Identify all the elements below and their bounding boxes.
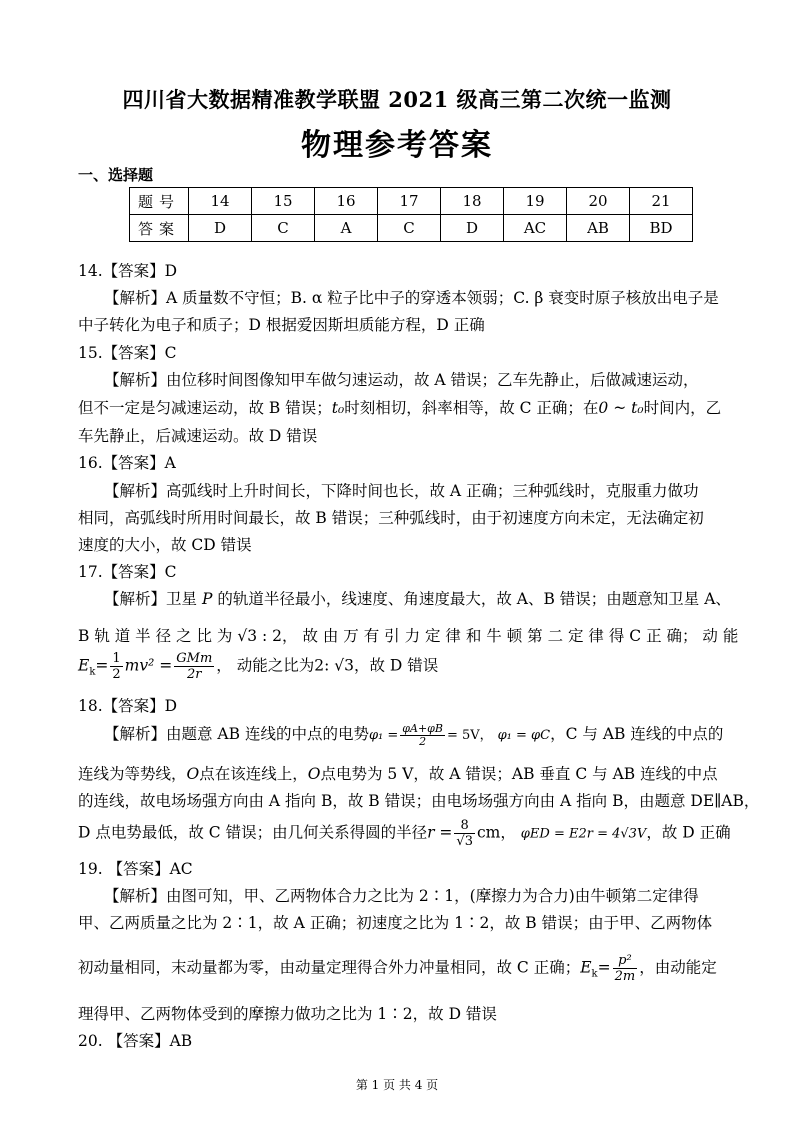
fraction-num: 1 <box>112 651 121 666</box>
math-eq: = <box>597 958 611 977</box>
text-span: ，故 D 错误 <box>353 656 439 675</box>
table-row-numbers <box>130 188 693 215</box>
fraction-num: 8 <box>454 818 475 834</box>
fraction-radius <box>454 818 475 849</box>
table-cell: AB <box>567 215 630 242</box>
text-span: ，由动能定 <box>639 958 717 977</box>
text-span: 点在该连线上， <box>199 765 308 783</box>
math-ek-sub: k <box>89 666 96 678</box>
text-span: 【解析】卫星 <box>104 590 198 608</box>
table-header-cell: 答案 <box>130 215 189 242</box>
math-eq: = <box>95 656 109 675</box>
exam-title: 四川省大数据精准教学联盟 2021 级高三第二次统一监测 <box>122 87 672 112</box>
q20-answer: 20. 【答案】AB <box>78 1032 193 1050</box>
q16-analysis-line: 【解析】高弧线时上升时间长，下降时间也长，故 A 正确；三种弧线时，克服重力做功 <box>104 482 699 500</box>
math-ek: E <box>78 656 90 675</box>
table-cell: C <box>252 215 315 242</box>
q17-analysis-line <box>104 587 731 609</box>
q17-answer: 17.【答案】C <box>78 563 177 581</box>
text-span: 的轨道半径最小，线速度、角速度最大，故 A、B 错误；由题意知卫星 A、 <box>217 590 731 608</box>
table-cell: 20 <box>567 188 630 215</box>
math-range: 0 ~ t₀ <box>598 399 644 417</box>
answer-table <box>129 187 693 242</box>
text-span: ， 故 由 万 有 引 力 定 律 和 牛 顿 第 二 定 律 得 C 正 确； 动 能 <box>282 627 739 645</box>
q16-analysis-line: 速度的大小，故 CD 错误 <box>78 536 252 554</box>
q15-analysis-line <box>78 396 721 418</box>
q15-answer: 15.【答案】C <box>78 344 177 362</box>
table-cell: 14 <box>189 188 252 215</box>
math-r: r = <box>427 823 453 842</box>
math-ratio: √3 : 2 <box>237 627 283 645</box>
fraction-den: 2m <box>614 969 636 984</box>
q19-analysis-line <box>78 953 717 984</box>
text-span: 但不一定是匀减速运动，故 B 错误； <box>78 399 332 417</box>
math-ek-sub: k <box>591 968 598 980</box>
text-span: 点电势为 5 V，故 A 错误；AB 垂直 C 与 AB 连线的中点 <box>320 765 718 783</box>
text-span: 初动量相同，末动量都为零，由动量定理得合外力冲量相同，故 C 正确； <box>78 958 581 977</box>
section-heading: 一、选择题 <box>78 166 154 184</box>
text-span: ， 动能之比为 <box>216 656 315 675</box>
text-span: ，故 D 正确 <box>646 823 731 842</box>
table-cell: D <box>189 215 252 242</box>
q19-analysis-line: 理得甲、乙两物体受到的摩擦力做功之比为 1∶2，故 D 错误 <box>78 1005 497 1023</box>
page-footer: 第 1 页 共 4 页 <box>355 1078 439 1092</box>
q17-analysis-line <box>78 651 438 682</box>
fraction-den: 2 <box>419 734 427 748</box>
fraction-gmm <box>174 651 214 682</box>
table-cell: 16 <box>315 188 378 215</box>
q18-analysis-line: 的连线，故电场场强方向由 A 指向 B，故 B 错误；由电场场强方向由 A 指向 B，由题意 DE∥AB， <box>78 792 760 810</box>
page-title: 物理参考答案 <box>301 128 493 163</box>
table-cell: 15 <box>252 188 315 215</box>
table-header-cell: 题号 <box>130 188 189 215</box>
math-o: O <box>307 765 321 783</box>
math-mv2: mv² = <box>124 656 173 675</box>
q16-analysis-line: 相同，高弧线时所用时间最长，故 B 错误；三种弧线时，由于初速度方向未定，无法确定初 <box>78 509 704 527</box>
table-cell: 21 <box>630 188 693 215</box>
math-5v: = 5V， <box>446 728 493 743</box>
math-t0: t₀ <box>331 399 345 417</box>
text-span: B 轨 道 半 径 之 比 为 <box>78 627 233 645</box>
q18-analysis-line <box>78 818 731 849</box>
table-cell: AC <box>504 215 567 242</box>
math-phi-ed: φED = E2r = 4√3V <box>520 826 647 842</box>
table-cell: 19 <box>504 188 567 215</box>
math-phi1: φ₁ = <box>368 728 399 743</box>
table-cell: D <box>441 215 504 242</box>
q18-answer: 18.【答案】D <box>78 697 178 715</box>
q15-analysis-line: 【解析】由位移时间图像知甲车做匀速运动，故 A 错误；乙车先静止，后做减速运动， <box>104 371 699 389</box>
fraction-phi <box>400 723 445 748</box>
math-phi-eq: φ₁ = φC <box>497 728 551 743</box>
table-cell: 17 <box>378 188 441 215</box>
math-ratio: 2: √3 <box>314 656 354 675</box>
math-o: O <box>186 765 200 783</box>
q14-answer: 14.【答案】D <box>78 262 178 280</box>
math-p: P <box>201 590 213 608</box>
q19-answer: 19. 【答案】AC <box>78 860 193 878</box>
table-cell: C <box>378 215 441 242</box>
fraction-den: 2r <box>187 667 202 682</box>
text-span: 连线为等势线， <box>78 765 187 783</box>
text-span: 时间内，乙 <box>643 399 722 417</box>
q17-analysis-line <box>78 624 738 646</box>
text-span: ，C 与 AB 连线的中点的 <box>550 725 724 743</box>
table-cell: A <box>315 215 378 242</box>
q16-answer: 16.【答案】A <box>78 454 176 472</box>
table-cell: BD <box>630 215 693 242</box>
fraction-num: GMm <box>176 651 213 666</box>
q18-analysis-line <box>78 762 718 784</box>
q18-analysis-line <box>104 722 723 748</box>
text-span: D 点电势最低，故 C 错误；由几何关系得圆的半径 <box>78 823 428 842</box>
table-cell: 18 <box>441 188 504 215</box>
fraction-num: φA+φB <box>402 721 443 735</box>
table-row-answers <box>130 215 693 242</box>
text-span: 【解析】由题意 AB 连线的中点的电势 <box>104 725 369 743</box>
q14-analysis-line: 【解析】A 质量数不守恒；B. α 粒子比中子的穿透本领弱；C. β 衰变时原子核放出电子是 <box>104 289 719 307</box>
q14-analysis-line: 中子转化为电子和质子；D 根据爱因斯坦质能方程，D 正确 <box>78 316 485 334</box>
fraction-p2-2m <box>613 953 638 984</box>
fraction-den: 2 <box>112 667 121 682</box>
q19-analysis-line: 甲、乙两质量之比为 2∶1，故 A 正确；初速度之比为 1∶2，故 B 错误；由于甲、乙两物体 <box>78 914 713 932</box>
fraction-num: p² <box>613 953 638 969</box>
math-ek: E <box>580 958 592 977</box>
fraction-half <box>110 651 122 682</box>
q19-analysis-line: 【解析】由图可知，甲、乙两物体合力之比为 2∶1，(摩擦力为合力)由牛顿第二定律得 <box>104 887 699 905</box>
q15-analysis-line: 车先静止，后减速运动。故 D 错误 <box>78 427 318 445</box>
text-span: cm， <box>476 823 516 842</box>
fraction-den: √3 <box>456 834 473 849</box>
text-span: 时刻相切，斜率相等，故 C 正确；在 <box>344 399 599 417</box>
